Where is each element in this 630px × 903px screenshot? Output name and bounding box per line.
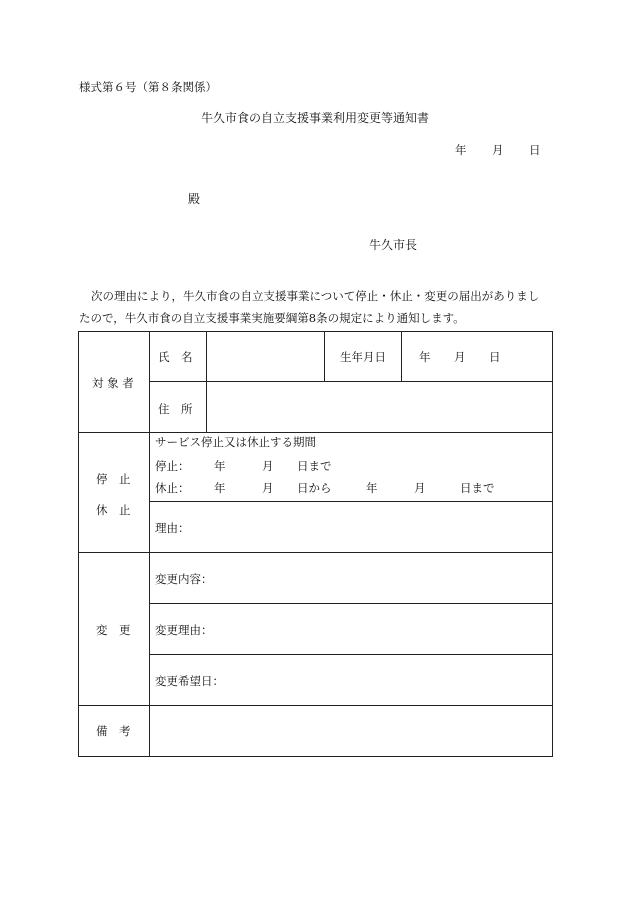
pause-label: 休止： bbox=[155, 481, 190, 495]
suspension-reason-label: 理由： bbox=[155, 521, 190, 535]
table-line bbox=[401, 331, 402, 381]
change-label: 変 更 bbox=[96, 623, 131, 637]
table-border-right bbox=[552, 331, 553, 757]
remarks-label: 備 考 bbox=[96, 724, 131, 738]
table-line bbox=[149, 603, 553, 604]
stop-month-label: 月 bbox=[262, 459, 274, 473]
date-day-label: 日 bbox=[529, 143, 541, 157]
suspension-label-bottom: 休 止 bbox=[96, 503, 131, 517]
stop-year-label: 年 bbox=[214, 459, 226, 473]
body-text-line-2: たので，牛久市食の自立支援事業実施要綱第8条の規定により通知します。 bbox=[79, 311, 465, 325]
pause-end-year-label: 年 bbox=[366, 481, 378, 495]
change-desired-date-label: 変更希望日： bbox=[155, 674, 224, 688]
change-reason-label: 変更理由： bbox=[155, 623, 213, 637]
address-label: 住 所 bbox=[158, 402, 193, 416]
birthdate-label: 生年月日 bbox=[340, 350, 386, 364]
table-border-left bbox=[78, 331, 79, 757]
date-month-label: 月 bbox=[492, 143, 504, 157]
birth-day-label: 日 bbox=[489, 350, 501, 364]
stop-label: 停止： bbox=[155, 459, 190, 473]
subject-label: 対 象 者 bbox=[92, 376, 134, 390]
birth-month-label: 月 bbox=[454, 350, 466, 364]
pause-until-label: 日まで bbox=[460, 481, 495, 495]
table-line bbox=[149, 381, 553, 382]
table-line bbox=[324, 331, 325, 381]
addressee-suffix: 殿 bbox=[188, 192, 201, 206]
birth-year-label: 年 bbox=[419, 350, 431, 364]
form-number: 様式第６号（第８条関係） bbox=[79, 80, 217, 94]
pause-year-label: 年 bbox=[214, 481, 226, 495]
table-line bbox=[149, 654, 553, 655]
table-line bbox=[206, 331, 207, 432]
suspension-label-top: 停 止 bbox=[96, 472, 131, 486]
table-line bbox=[149, 331, 150, 757]
pause-end-month-label: 月 bbox=[414, 481, 426, 495]
issuer-name: 牛久市長 bbox=[369, 238, 418, 252]
name-label: 氏 名 bbox=[158, 350, 193, 364]
body-text-line-1: 次の理由により，牛久市食の自立支援事業について停止・休止・変更の届出がありまし bbox=[91, 289, 540, 303]
date-year-label: 年 bbox=[455, 143, 467, 157]
document-title: 牛久市食の自立支援事業利用変更等通知書 bbox=[200, 111, 429, 125]
table-line bbox=[149, 501, 553, 502]
change-content-label: 変更内容： bbox=[155, 572, 213, 586]
period-heading: サービス停止又は休止する期間 bbox=[155, 435, 316, 449]
pause-from-label: 日から bbox=[297, 481, 332, 495]
pause-month-label: 月 bbox=[262, 481, 274, 495]
stop-until-label: 日まで bbox=[297, 459, 332, 473]
